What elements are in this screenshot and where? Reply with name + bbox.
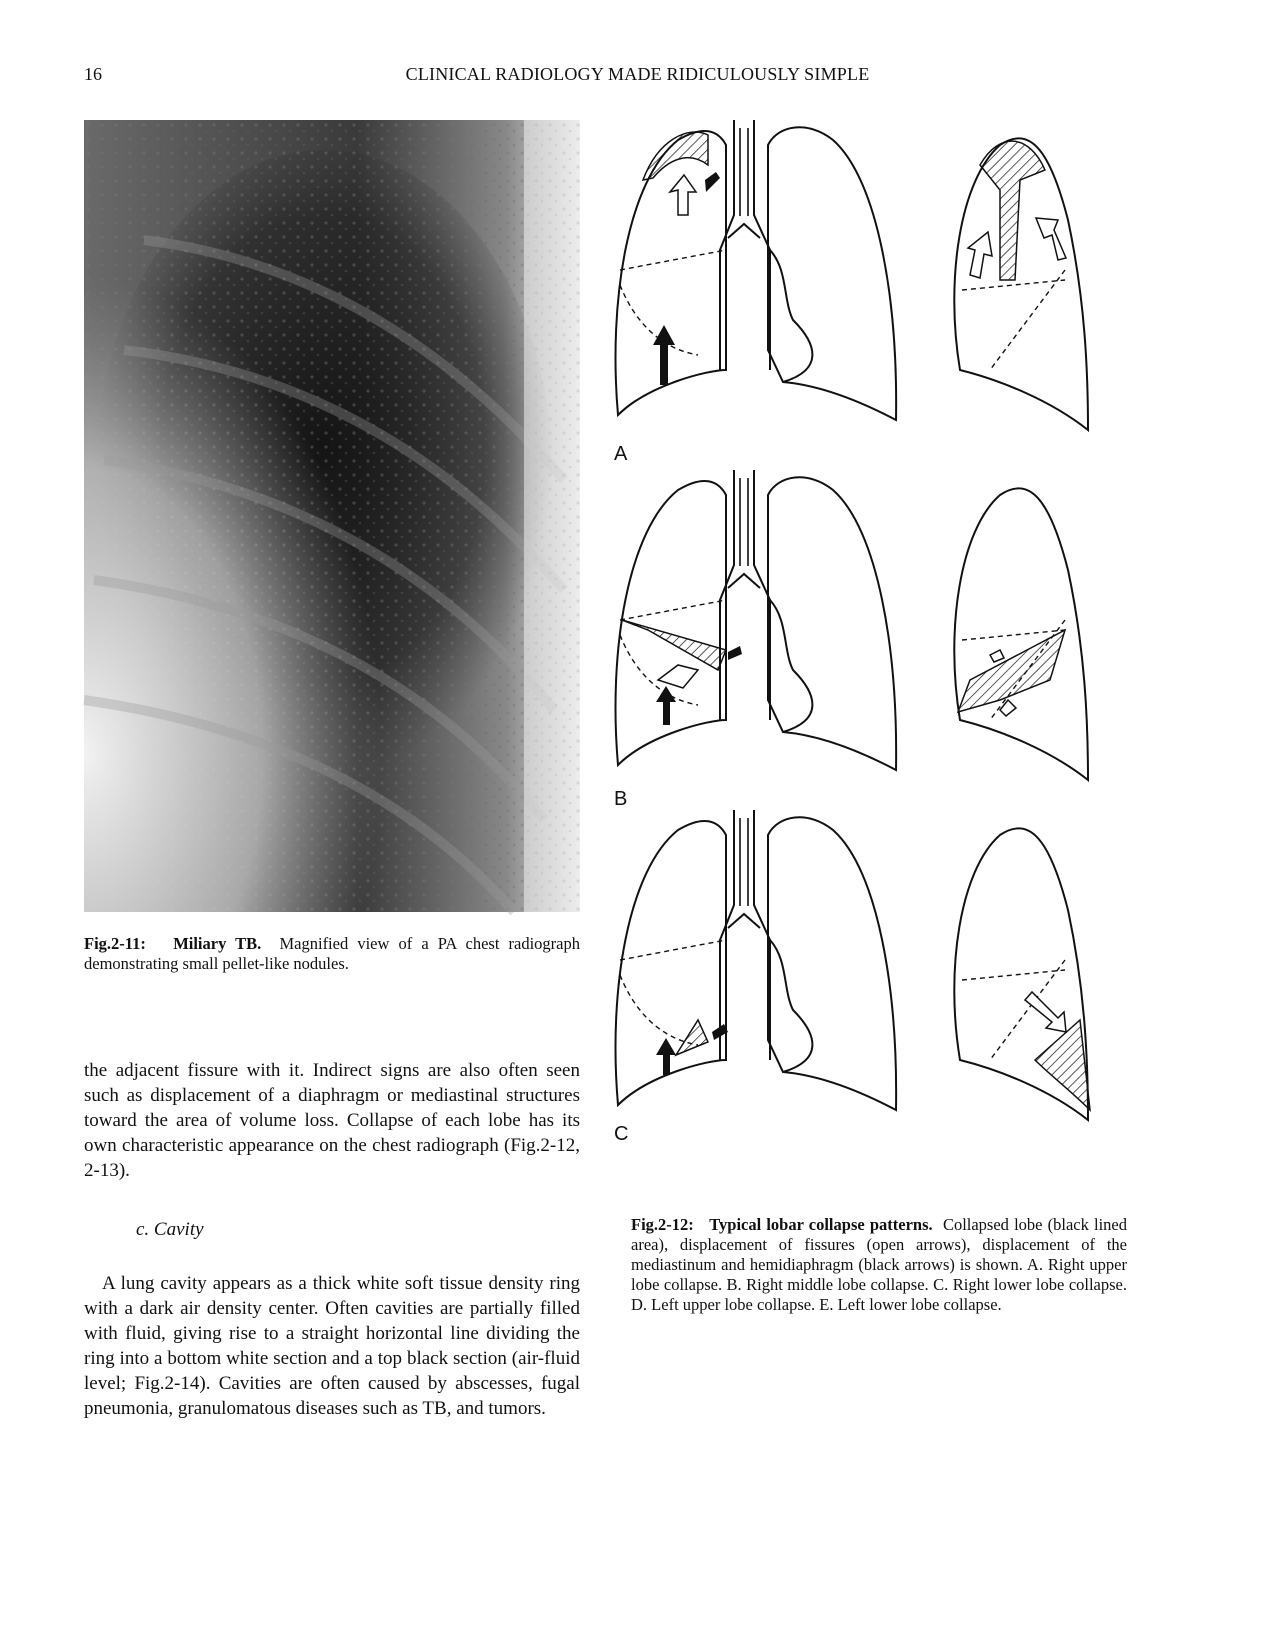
figure-caption-text: Magnified view of a PA chest radiograph demonstrating small pellet-like nodules. <box>84 934 580 973</box>
figure-label: Fig.2-12: <box>631 1215 694 1234</box>
panel-c-lateral <box>954 828 1090 1120</box>
lobar-collapse-diagram <box>614 120 1140 1195</box>
miliary-tb-radiograph <box>84 120 580 912</box>
panel-label-a: A <box>614 443 628 465</box>
body-paragraph: the adjacent fissure with it. Indirect signs are also often seen such as displacement of a diaphragm or mediastinal structures toward the area of volume loss. Collapse of each lobe has its own characteristic appearance on the chest radiograph (Fig.2-12, 2-13). <box>84 1060 580 1181</box>
panel-label-c: C <box>614 1123 629 1145</box>
panel-b-lateral <box>954 488 1088 780</box>
body-paragraph: A lung cavity appears as a thick white soft tissue density ring with a dark air density center. Often cavities are partially filled with fluid, giving rise to a straight horizontal line dividing the ring into a bottom white section and a top black section (air-fluid level; Fig.2-14). Cavities are often caused by abscesses, fugal pneumonia, granulomatous diseases such as TB, and tumors. <box>84 1273 580 1419</box>
panel-c-frontal <box>616 810 897 1110</box>
panel-a-lateral <box>954 138 1088 430</box>
figure-label: Fig.2-11: <box>84 934 146 953</box>
panel-b-frontal <box>616 470 897 770</box>
panel-a-frontal <box>616 120 897 420</box>
section-subheading: c. Cavity <box>136 1219 204 1240</box>
figure-title: Typical lobar collapse patterns. <box>709 1215 933 1234</box>
running-title: CLINICAL RADIOLOGY MADE RIDICULOUSLY SIMPLE <box>405 64 870 84</box>
figure-title: Miliary TB. <box>173 934 262 953</box>
page-number: 16 <box>84 64 102 84</box>
figure-2-11-caption <box>84 934 580 974</box>
figure-2-12-caption <box>631 1215 1127 1315</box>
panel-label-b: B <box>614 788 628 810</box>
figure-caption-text: Collapsed lobe (black lined area), displacement of fissures (open arrows), displacement of the mediastinum and hemidiaphragm (black arrows) is shown. A. Right upper lobe collapse. B. Right middle lobe collapse. C. Right lower lobe collapse. D. Left upper lobe collapse. E. Left lower lobe collapse. <box>631 1215 1128 1314</box>
